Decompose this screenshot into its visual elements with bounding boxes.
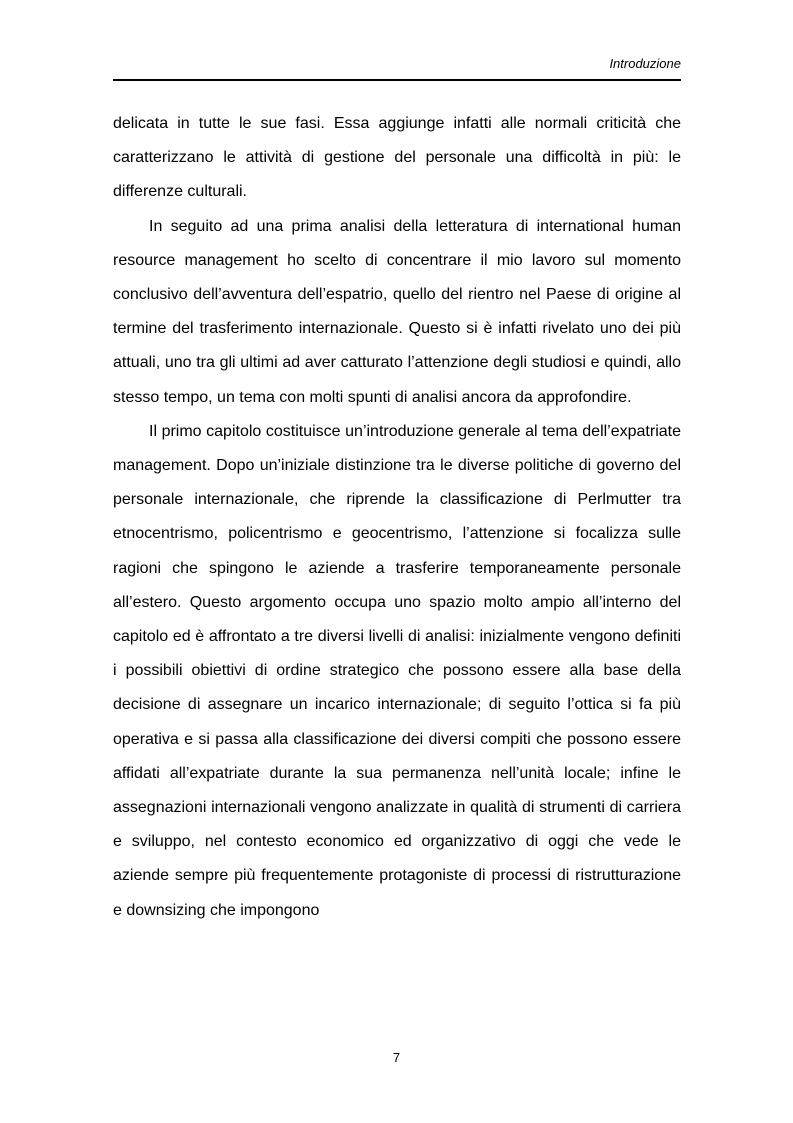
page-body bbox=[113, 107, 681, 928]
page-number: 7 bbox=[392, 1050, 401, 1065]
running-header-title: Introduzione bbox=[609, 56, 681, 71]
paragraph-continuation: delicata in tutte le sue fasi. Essa aggiunge infatti alle normali criticità che caratterizzano le attività di gestione del personale una difficoltà in più: le differenze culturali. bbox=[113, 115, 681, 201]
paragraph-chapter-one-summary: Il primo capitolo costituisce un’introduzione generale al tema dell’expatriate management. Dopo un’iniziale distinzione tra le diverse politiche di governo del personale internazionale, che riprende la classificazione di Perlmutter tra etnocentrismo, policentrismo e geocentrismo, l’attenzione si focalizza sulle ragioni che spingono le aziende a trasferire temporaneamente personale all’estero. Questo argomento occupa uno spazio molto ampio all’interno del capitolo ed è affrontato a tre diversi livelli di analisi: inizialmente vengono definiti i possibili obiettivi di ordine strategico che possono essere alla base della decisione di assegnare un incarico internazionale; di seguito l’ottica si fa più operativa e si passa alla classificazione dei diversi compiti che possono essere affidati all’expatriate durante la sua permanenza nell’unità locale; infine le assegnazioni internazionali vengono analizzate in qualità di strumenti di carriera e sviluppo, nel contesto economico ed organizzativo di oggi che vede le aziende sempre più frequentemente protagoniste di processi di ristrutturazione e downsizing che impongono bbox=[113, 422, 681, 919]
header-divider bbox=[113, 79, 681, 81]
paragraph-research-focus: In seguito ad una prima analisi della letteratura di international human resource management ho scelto di concentrare il mio lavoro sul momento conclusivo dell’avventura dell’espatrio, quello del rientro nel Paese di origine al termine del trasferimento internazionale. Questo si è infatti rivelato uno dei più attuali, uno tra gli ultimi ad aver catturato l’attenzione degli studiosi e quindi, allo stesso tempo, un tema con molti spunti di analisi ancora da approfondire. bbox=[113, 217, 681, 406]
